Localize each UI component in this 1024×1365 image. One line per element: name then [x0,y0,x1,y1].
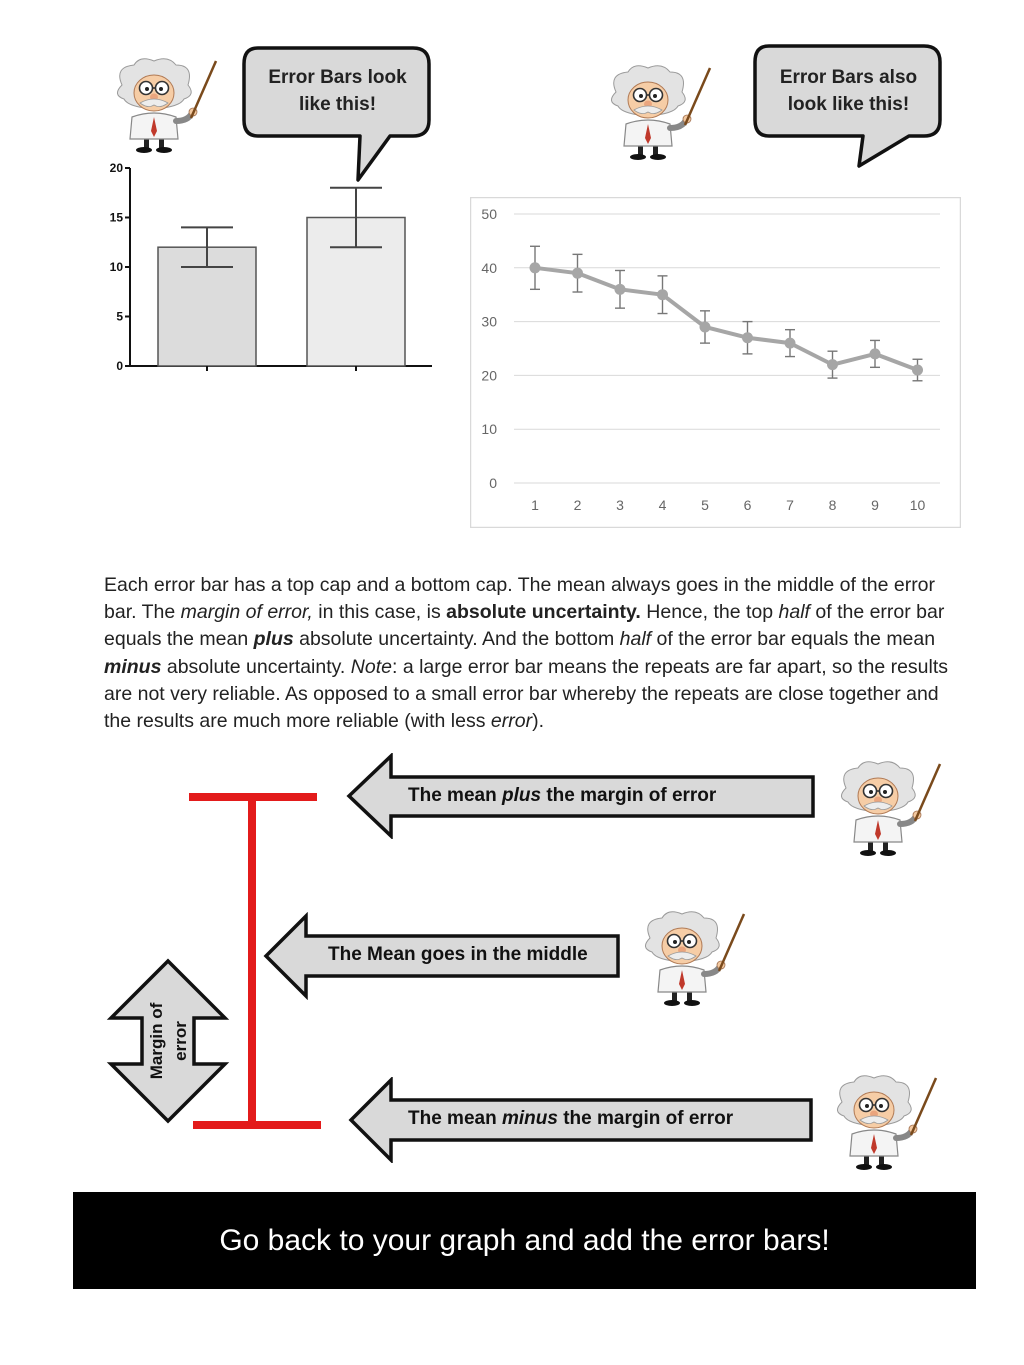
paragraph-emphasis: error [490,710,533,733]
professor-illustration-4 [632,908,752,1008]
arrow-mean-minus-label [408,1108,733,1130]
paragraph-emphasis: half [619,628,652,651]
y-tick-label: 0 [489,475,497,491]
margin-label-line2: error [171,1021,190,1061]
paragraph-text: absolute uncertainty. And the bottom [293,628,620,651]
paragraph-strong-emphasis: plus [253,628,294,651]
speech-bubble-right-text: Error Bars also look like this! [779,67,918,115]
arrow-mean-middle-label: The Mean goes in the middle [328,944,588,965]
y-tick-label: 50 [481,206,497,222]
arrow-label-text: The mean [408,1108,502,1129]
data-point [530,262,541,273]
chart-frame [471,198,961,528]
y-tick-label: 0 [116,359,123,373]
explanation-paragraph [104,572,954,735]
paragraph-text: in this case, is [312,601,447,624]
professor-illustration-3 [828,758,948,858]
arrow-label-text: the margin of error [541,785,717,806]
x-tick-label: 1 [531,497,539,513]
paragraph-text: absolute uncertainty. [161,655,351,678]
x-tick-label: 10 [909,497,926,513]
paragraph-strong: absolute uncertainty. [446,601,641,624]
x-tick-label: 9 [871,497,879,513]
x-tick-label: 4 [658,497,667,513]
paragraph-text: Each error bar has a top cap and a bottom cap. The mean always goes in the middle of the error bar. The [104,574,936,624]
data-point [572,268,583,279]
x-tick-label: 6 [743,497,752,513]
data-point [827,359,838,370]
paragraph-text: Hence, the top [640,601,779,624]
professor-illustration-1 [104,55,224,155]
data-point [785,338,796,349]
x-tick-label: 7 [786,497,794,513]
data-point [700,321,711,332]
x-tick-label: 5 [701,497,709,513]
data-point [742,332,753,343]
paragraph-text: of the error bar equals the mean [651,628,936,651]
bar-chart [100,155,440,380]
y-tick-label: 15 [109,210,123,225]
margin-of-error-label [140,995,200,1087]
margin-label-line1: Margin of [147,1002,166,1080]
paragraph-text: ). [532,710,544,733]
data-point [657,289,668,300]
professor-illustration-2 [598,62,718,162]
y-tick-label: 40 [481,259,497,276]
paragraph-text: of the error bar equals the mean [104,601,945,651]
x-tick-label: 2 [573,497,582,513]
call-to-action-banner [73,1192,976,1289]
arrow-mean-plus-label [408,785,716,807]
y-tick-label: 10 [109,260,123,274]
y-tick-label: 20 [481,367,497,384]
x-tick-label: 8 [828,497,837,513]
paragraph-emphasis: Note [350,655,392,678]
arrow-label-text: the margin of error [557,1108,734,1129]
data-point [870,348,881,359]
paragraph-strong-emphasis: minus [104,655,162,678]
y-tick-label: 20 [109,161,123,175]
paragraph-emphasis: half [778,601,810,624]
paragraph-text: : a large error bar means the repeats are far apart, so the results are not very reliable. As opposed to a small error bar whereby the repeats are close together and the results are much more reliable (with less [104,655,949,733]
banner-text: Go back to your graph and add the error bars! [219,1223,830,1257]
arrow-label-text: The mean [408,785,502,806]
arrow-label-emphasis: plus [501,785,542,806]
y-tick-label: 5 [116,309,123,324]
data-point [912,365,923,376]
paragraph-emphasis: margin of error, [180,601,313,624]
professor-illustration-5 [824,1072,944,1172]
x-tick-label: 3 [616,497,624,513]
line-chart [470,197,961,528]
data-point [615,284,626,295]
y-tick-label: 30 [481,313,497,330]
arrow-label-emphasis: minus [501,1108,558,1129]
y-tick-label: 10 [481,421,497,438]
speech-bubble-left-text: Error Bars look like this! [268,67,407,115]
